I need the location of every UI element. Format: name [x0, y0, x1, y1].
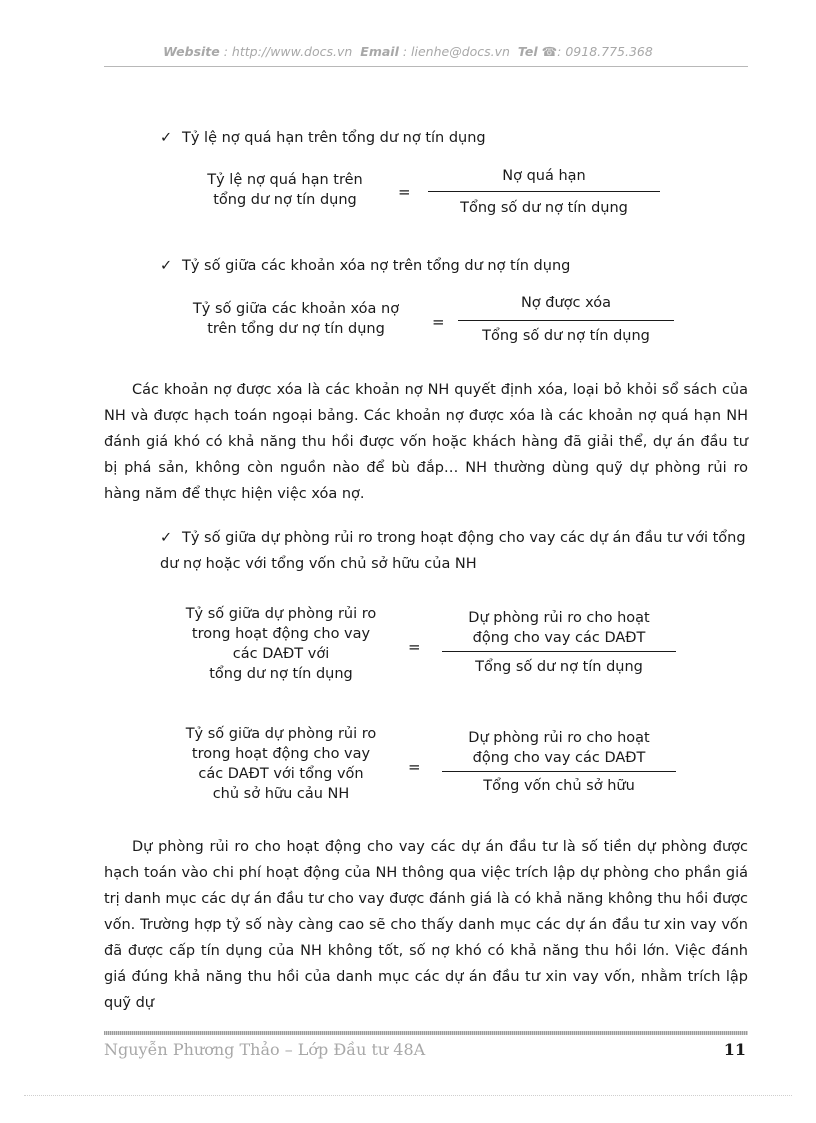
tel-value: : 0918.775.368	[557, 44, 653, 59]
formula4-denominator: Tổng vốn chủ sở hữu	[483, 778, 635, 794]
formula1-equals: =	[398, 183, 411, 201]
formula2-equals: =	[432, 313, 445, 331]
formula2-label: Tỷ số giữa các khoản xóa nợ trên tổng dư nợ tín dụng	[192, 301, 400, 337]
page-number: 11	[723, 1040, 746, 1059]
checkmark-icon: ✓	[160, 530, 173, 546]
formula2-denominator: Tổng số dư nợ tín dụng	[482, 328, 650, 344]
website-value[interactable]: : http://www.docs.vn	[223, 44, 353, 59]
formula2-numerator: Nợ được xóa	[520, 295, 612, 311]
bullet-overdue-ratio: ✓ Tỷ lệ nợ quá hạn trên tổng dư nợ tín dụng	[160, 125, 486, 151]
footer-divider	[104, 1031, 748, 1035]
phone-icon: ☎	[541, 44, 558, 59]
bullet-provision-ratio: ✓ Tỷ số giữa dự phòng rủi ro trong hoạt động cho vay các dự án đầu tư với tổng dư nợ hoặc với tổng vốn chủ sở hữu của NH	[160, 525, 752, 577]
header-divider	[104, 66, 748, 67]
tel-label: Tel	[517, 44, 538, 59]
formula3-fraction-bar	[442, 651, 676, 652]
formula3-equals: =	[408, 638, 421, 656]
website-label: Website	[163, 44, 220, 59]
paragraph-writeoff: Các khoản nợ được xóa là các khoản nợ NH quyết định xóa, loại bỏ khỏi sổ sách của NH và được hạch toán ngoại bảng. Các khoản nợ được xóa là các khoản nợ quá hạn NH đánh giá khó có khả năng thu hồi được vốn hoặc khách hàng đã giải thể, dự án đầu tư bị phá sản, không còn nguồn nào để bù đắp… NH thường dùng quỹ dự phòng rủi ro hàng năm để thực hiện việc xóa nợ.	[104, 382, 748, 502]
formula1-fraction-bar	[428, 191, 660, 192]
checkmark-icon: ✓	[160, 130, 173, 146]
formula4-fraction-bar	[442, 771, 676, 772]
footer-author: Nguyễn Phương Thảo – Lớp Đầu tư 48A	[104, 1040, 426, 1059]
formula1-numerator: Nợ quá hạn	[502, 168, 586, 184]
formula4-equals: =	[408, 758, 421, 776]
paragraph-provision: Dự phòng rủi ro cho hoạt động cho vay các dự án đầu tư là số tiền dự phòng được hạch toán vào chi phí hoạt động của NH thông qua việc trích lập dự phòng cho phần giá trị danh mục các dự án đầu tư cho vay được đánh giá là có khả năng không thu hồi được vốn. Trường hợp tỷ số này càng cao sẽ cho thấy danh mục các dự án đầu tư xin vay vốn đã được cấp tín dụng của NH không tốt, số nợ khó có khả năng thu hồi lớn. Việc đánh giá đúng khả năng thu hồi của danh mục các dự án đầu tư xin vay vốn, nhằm trích lập quỹ dự	[104, 839, 748, 1011]
formula4-numerator: Dự phòng rủi ro cho hoạt động cho vay các DAĐT	[468, 730, 650, 766]
formula2-fraction-bar	[458, 320, 674, 321]
formula3-denominator: Tổng số dư nợ tín dụng	[475, 659, 643, 675]
email-value[interactable]: : lienhe@docs.vn	[402, 44, 510, 59]
email-label: Email	[360, 44, 399, 59]
formula3-label: Tỷ số giữa dự phòng rủi ro trong hoạt động cho vay các DAĐT với tổng dư nợ tín dụng	[185, 606, 377, 682]
formula4-label: Tỷ số giữa dự phòng rủi ro trong hoạt động cho vay các DAĐT với tổng vốn chủ sở hữu cảu NH	[185, 726, 377, 802]
page-header	[0, 44, 816, 59]
page-bottom-border	[24, 1095, 792, 1096]
checkmark-icon: ✓	[160, 258, 173, 274]
formula1-denominator: Tổng số dư nợ tín dụng	[460, 200, 628, 216]
bullet-writeoff-ratio: ✓ Tỷ số giữa các khoản xóa nợ trên tổng dư nợ tín dụng	[160, 253, 570, 279]
formula1-label: Tỷ lệ nợ quá hạn trên tổng dư nợ tín dụng	[207, 172, 363, 208]
formula3-numerator: Dự phòng rủi ro cho hoạt động cho vay các DAĐT	[468, 610, 650, 646]
